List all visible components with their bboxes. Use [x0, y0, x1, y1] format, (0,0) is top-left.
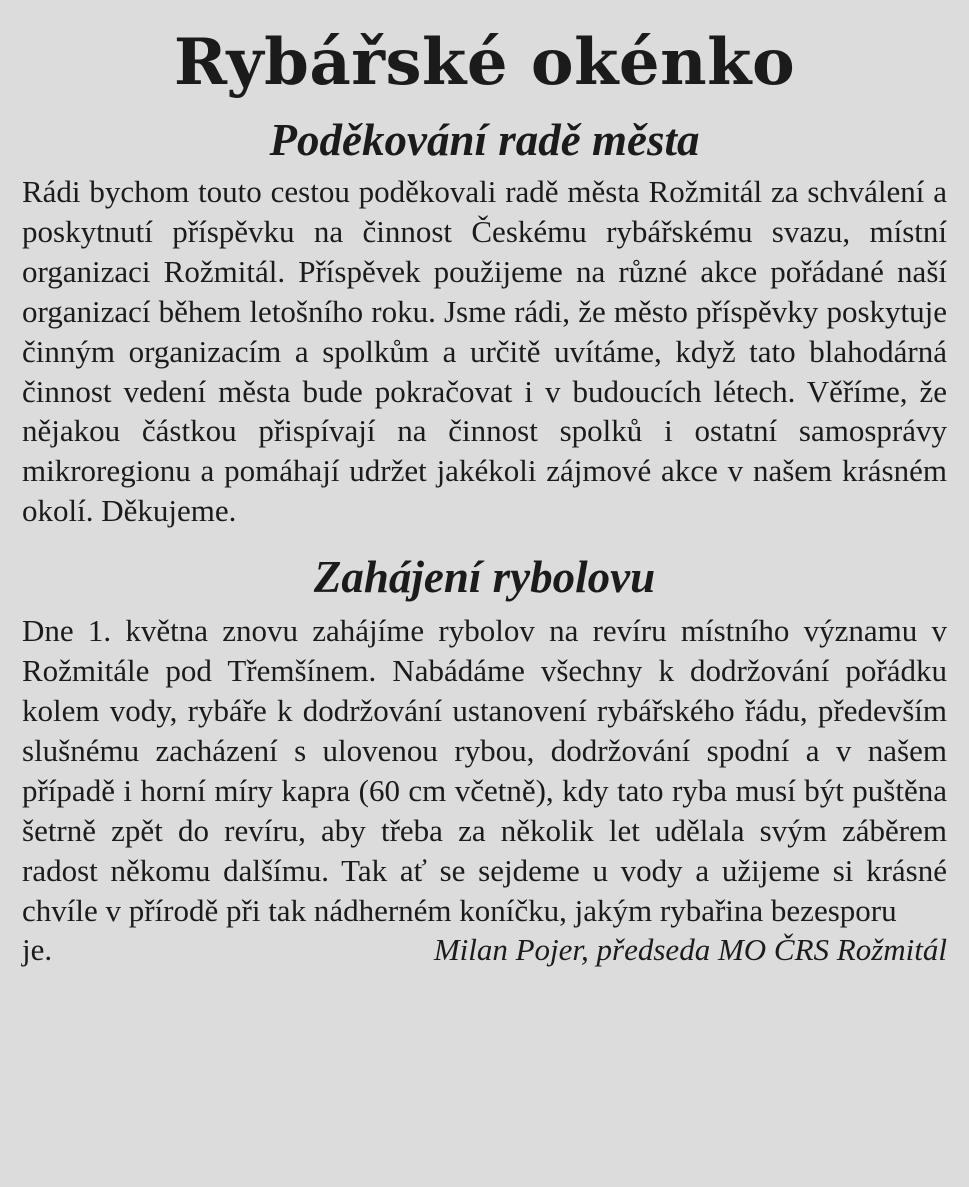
article-title: Rybářské okénko	[173, 25, 796, 100]
article	[22, 18, 947, 970]
author-signature: Milan Pojer, předseda MO ČRS Rožmitál	[433, 932, 947, 968]
section-heading-thanks: Poděkování radě města	[269, 115, 700, 165]
signature-line	[22, 930, 947, 970]
section-body-thanks: Rádi bychom touto cestou poděkovali radě města Rožmitál za schválení a poskytnutí příspěvku na činnost Českému rybářskému svazu, místní organizaci Rožmitál. Příspěvek použijeme na různé akce pořádané naší organizací během letošního roku. Jsme rádi, že město příspěvky poskytuje činným organizacím a spolkům a určitě uvítáme, když tato blahodárná činnost vedení města bude pokračovat i v budoucích létech. Věříme, že nějakou částkou přispívají na činnost spolků i ostatní samosprávy mikroregionu a pomáhají udržet jakékoli zájmové akce v našem krásném okolí. Děkujeme.	[22, 174, 947, 529]
section-heading-fishing-start: Zahájení rybolovu	[313, 552, 656, 603]
section-body-fishing-start: Dne 1. května znovu zahájíme rybolov na revíru místního významu v Rožmitále pod Třemšínem. Nabádáme všechny k dodržování pořádku kolem vody, rybáře k dodržování ustanovení rybářského řádu, především slušnému zacházení s ulovenou rybou, dodržování spodní a v našem případě i horní míry kapra (60 cm včetně), kdy tato ryba musí být puštěna šetrně zpět do revíru, aby třeba za několik let udělala svým záběrem radost někomu dalšímu. Tak ať se sejdeme u vody a užijeme si krásné chvíle v přírodě při tak nádherném koníčku, jakým rybařina bezesporu	[22, 613, 947, 928]
closing-word: je.	[22, 932, 53, 968]
